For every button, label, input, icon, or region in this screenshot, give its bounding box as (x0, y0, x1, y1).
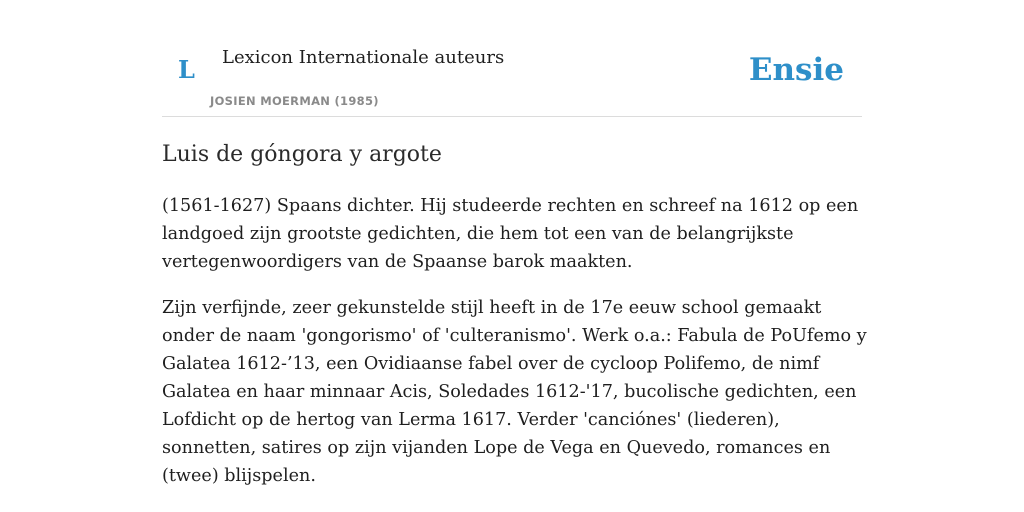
entry-title: Luis de góngora y argote (162, 142, 442, 167)
ensie-logo-link[interactable]: Ensie (748, 52, 844, 88)
entry-header (162, 0, 862, 117)
entry-content (162, 192, 868, 508)
source-logo-letter[interactable]: L (178, 55, 195, 84)
entry-paragraph: Zijn verfijnde, zeer gekunstelde stijl heeft in de 17e eeuw school gemaakt onder de naam 'gongorismo' of 'culteranismo'. Werk o.a.: Fabula de PoUfemo y Galatea 1612-’13, een Ovidiaanse fabel over de cycloop Polifemo, de nimf Galatea en haar minnaar Acis, Soledades 1612-'17, bucolische gedichten, een Lofdicht op de hertog van Lerma 1617. Verder 'canciónes' (liederen), sonnetten, satires op zijn vijanden Lope de Vega en Quevedo, romances en (twee) blijspelen. (162, 298, 867, 486)
source-title-link[interactable]: Lexicon Internationale auteurs (222, 47, 505, 68)
entry-paragraph: (1561-1627) Spaans dichter. Hij studeerde rechten en schreef na 1612 op een landgoed zijn grootste gedichten, die hem tot een van de belangrijkste vertegenwoordigers van de Spaanse barok maakten. (162, 196, 859, 272)
source-author: JOSIEN MOERMAN (1985) (210, 94, 379, 108)
